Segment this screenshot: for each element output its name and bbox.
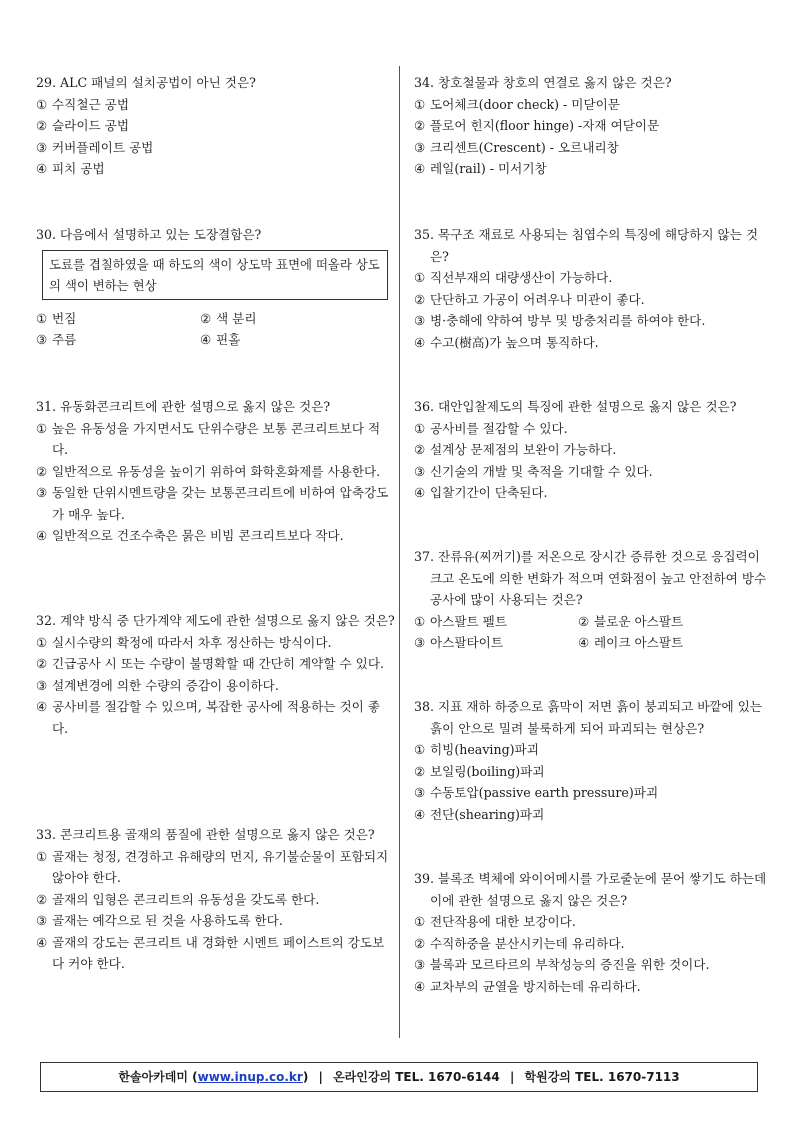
question-stem: 32. 계약 방식 중 단가계약 제도에 관한 설명으로 옳지 않은 것은? (36, 613, 395, 628)
option-4[interactable]: ④ 수고(樹高)가 높으며 통직하다. (414, 334, 599, 350)
option-4[interactable]: ④ 레일(rail) - 미서기창 (414, 161, 547, 176)
option-2[interactable]: ② 단단하고 가공이 어려우나 미관이 좋다. (414, 291, 645, 307)
question-32 (36, 610, 396, 739)
question-38 (414, 696, 774, 825)
question-35 (414, 224, 774, 353)
question-stem: 30. 다음에서 설명하고 있는 도장결함은? (36, 227, 262, 242)
option-3[interactable]: ③ 신기술의 개발 및 축적을 기대할 수 있다. (414, 463, 653, 479)
option-1[interactable]: ① 수직철근 공법 (36, 96, 129, 112)
option-3[interactable]: ③ 블록과 모르타르의 부착성능의 증진을 위한 것이다. (414, 957, 710, 972)
question-stem: 29. ALC 패널의 설치공법이 아닌 것은? (36, 75, 256, 90)
option-1[interactable]: ① 히빙(heaving)파괴 (414, 742, 539, 757)
question-stem: 35. 목구조 재료로 사용되는 침엽수의 특징에 해당하지 않는 것은? (414, 227, 759, 264)
question-31 (36, 396, 396, 547)
option-1[interactable]: ① 공사비를 절감할 수 있다. (414, 420, 568, 436)
description-box: 도료를 겹칠하였을 때 하도의 색이 상도막 표면에 떠올라 상도의 색이 변하는 현상 (42, 250, 388, 300)
footer-separator: | (318, 1070, 323, 1084)
option-3[interactable]: ③ 설계변경에 의한 수량의 증감이 용이하다. (36, 677, 279, 693)
option-4[interactable]: ④ 공사비를 절감할 수 있으며, 복잡한 공사에 적용하는 것이 좋다. (36, 699, 381, 736)
option-3[interactable]: ③ 주름 (36, 332, 77, 347)
question-stem: 34. 창호철물과 창호의 연결로 옳지 않은 것은? (414, 75, 672, 90)
option-2[interactable]: ② 골재의 입형은 콘크리트의 유동성을 갖도록 한다. (36, 891, 320, 907)
academy-link[interactable]: www.inup.co.kr (197, 1070, 303, 1084)
option-2[interactable]: ② 일반적으로 유동성을 높이기 위하여 화학혼화제를 사용한다. (36, 463, 381, 479)
option-3[interactable]: ③ 커버플레이트 공법 (36, 139, 154, 155)
question-stem: 37. 잔류유(찌꺼기)를 저온으로 장시간 증류한 것으로 응집력이 크고 온도에 의한 변화가 적으며 연화점이 높고 안전하여 방수공사에 많이 사용되는 것은? (414, 549, 767, 607)
question-34 (414, 72, 774, 180)
option-4[interactable]: ④ 레이크 아스팔트 (578, 635, 684, 650)
option-4[interactable]: ④ 골재의 강도는 콘크리트 내 경화한 시멘트 페이스트의 강도보다 커야 한다. (36, 934, 385, 971)
option-2[interactable]: ② 긴급공사 시 또는 수량이 불명확할 때 간단히 계약할 수 있다. (36, 656, 385, 671)
option-2[interactable]: ② 슬라이드 공법 (36, 118, 129, 133)
page-footer: 한솔아카데미 (www.inup.co.kr) | 온라인강의 TEL. 1670-6144 | 학원강의 TEL. 1670-7113 (40, 1062, 758, 1092)
option-4[interactable]: ④ 교차부의 균열을 방지하는데 유리하다. (414, 978, 641, 994)
option-2[interactable]: ② 수직하중을 분산시키는데 유리하다. (414, 935, 625, 951)
option-2[interactable]: ② 보일링(boiling)파괴 (414, 763, 545, 779)
academy-name: 한솔아카데미 (118, 1070, 188, 1084)
option-3[interactable]: ③ 골재는 예각으로 된 것을 사용하도록 한다. (36, 913, 283, 928)
option-3[interactable]: ③ 크리센트(Crescent) - 오르내리창 (414, 139, 619, 155)
question-33 (36, 824, 396, 975)
question-stem: 38. 지표 재하 하중으로 흙막이 저면 흙이 붕괴되고 바깥에 있는 흙이 안으로 밀려 불룩하게 되어 파괴되는 현상은? (414, 699, 763, 736)
offline-tel: 학원강의 TEL. 1670-7113 (524, 1070, 680, 1084)
option-1[interactable]: ① 전단작용에 대한 보강이다. (414, 914, 576, 929)
column-divider (399, 66, 400, 1038)
question-stem: 39. 블록조 벽체에 와이어메시를 가로줄눈에 묻어 쌓기도 하는데 이에 관한 설명으로 옳지 않은 것은? (414, 871, 767, 908)
option-1[interactable]: ① 골재는 청정, 견경하고 유해량의 먼지, 유기불순물이 포함되지 않아야 한다. (36, 848, 389, 885)
option-4[interactable]: ④ 전단(shearing)파괴 (414, 806, 545, 822)
online-tel: 온라인강의 TEL. 1670-6144 (333, 1070, 500, 1084)
option-3[interactable]: ③ 아스팔타이트 (414, 635, 503, 650)
option-1[interactable]: ① 도어체크(door check) - 미닫이문 (414, 96, 620, 112)
question-30 (36, 224, 396, 351)
option-1[interactable]: ① 직선부재의 대량생산이 가능하다. (414, 270, 613, 285)
option-3[interactable]: ③ 수동토압(passive earth pressure)파괴 (414, 785, 659, 800)
question-stem: 33. 콘크리트용 골재의 품질에 관한 설명으로 옳지 않은 것은? (36, 827, 375, 842)
question-stem: 36. 대안입찰제도의 특징에 관한 설명으로 옳지 않은 것은? (414, 399, 737, 414)
option-4[interactable]: ④ 피치 공법 (36, 161, 105, 176)
option-4[interactable]: ④ 일반적으로 건조수축은 묽은 비빔 콘크리트보다 작다. (36, 528, 344, 543)
option-4[interactable]: ④ 입찰기간이 단축된다. (414, 485, 548, 500)
question-39 (414, 868, 774, 997)
question-36 (414, 396, 774, 504)
question-29 (36, 72, 396, 180)
question-stem: 31. 유동화콘크리트에 관한 설명으로 옳지 않은 것은? (36, 399, 331, 414)
footer-separator: | (509, 1070, 515, 1084)
option-2[interactable]: ② 색 분리 (200, 310, 257, 326)
option-1[interactable]: ① 실시수량의 확정에 따라서 차후 정산하는 방식이다. (36, 634, 332, 650)
option-3[interactable]: ③ 병·충해에 약하여 방부 및 방충처리를 하여야 한다. (414, 313, 706, 328)
option-2[interactable]: ② 블로운 아스팔트 (578, 613, 684, 629)
option-3[interactable]: ③ 동일한 단위시멘트량을 갖는 보통콘크리트에 비하여 압축강도가 매우 높다. (36, 485, 389, 522)
option-4[interactable]: ④ 핀홀 (200, 332, 241, 347)
option-1[interactable]: ① 번짐 (36, 310, 77, 326)
question-37 (414, 546, 774, 654)
option-1[interactable]: ① 높은 유동성을 가지면서도 단위수량은 보통 콘크리트보다 적다. (36, 420, 381, 457)
option-2[interactable]: ② 설계상 문제점의 보완이 가능하다. (414, 442, 617, 457)
option-2[interactable]: ② 플로어 힌지(floor hinge) -자재 여닫이문 (414, 118, 660, 133)
option-1[interactable]: ① 아스팔트 펠트 (414, 613, 507, 629)
